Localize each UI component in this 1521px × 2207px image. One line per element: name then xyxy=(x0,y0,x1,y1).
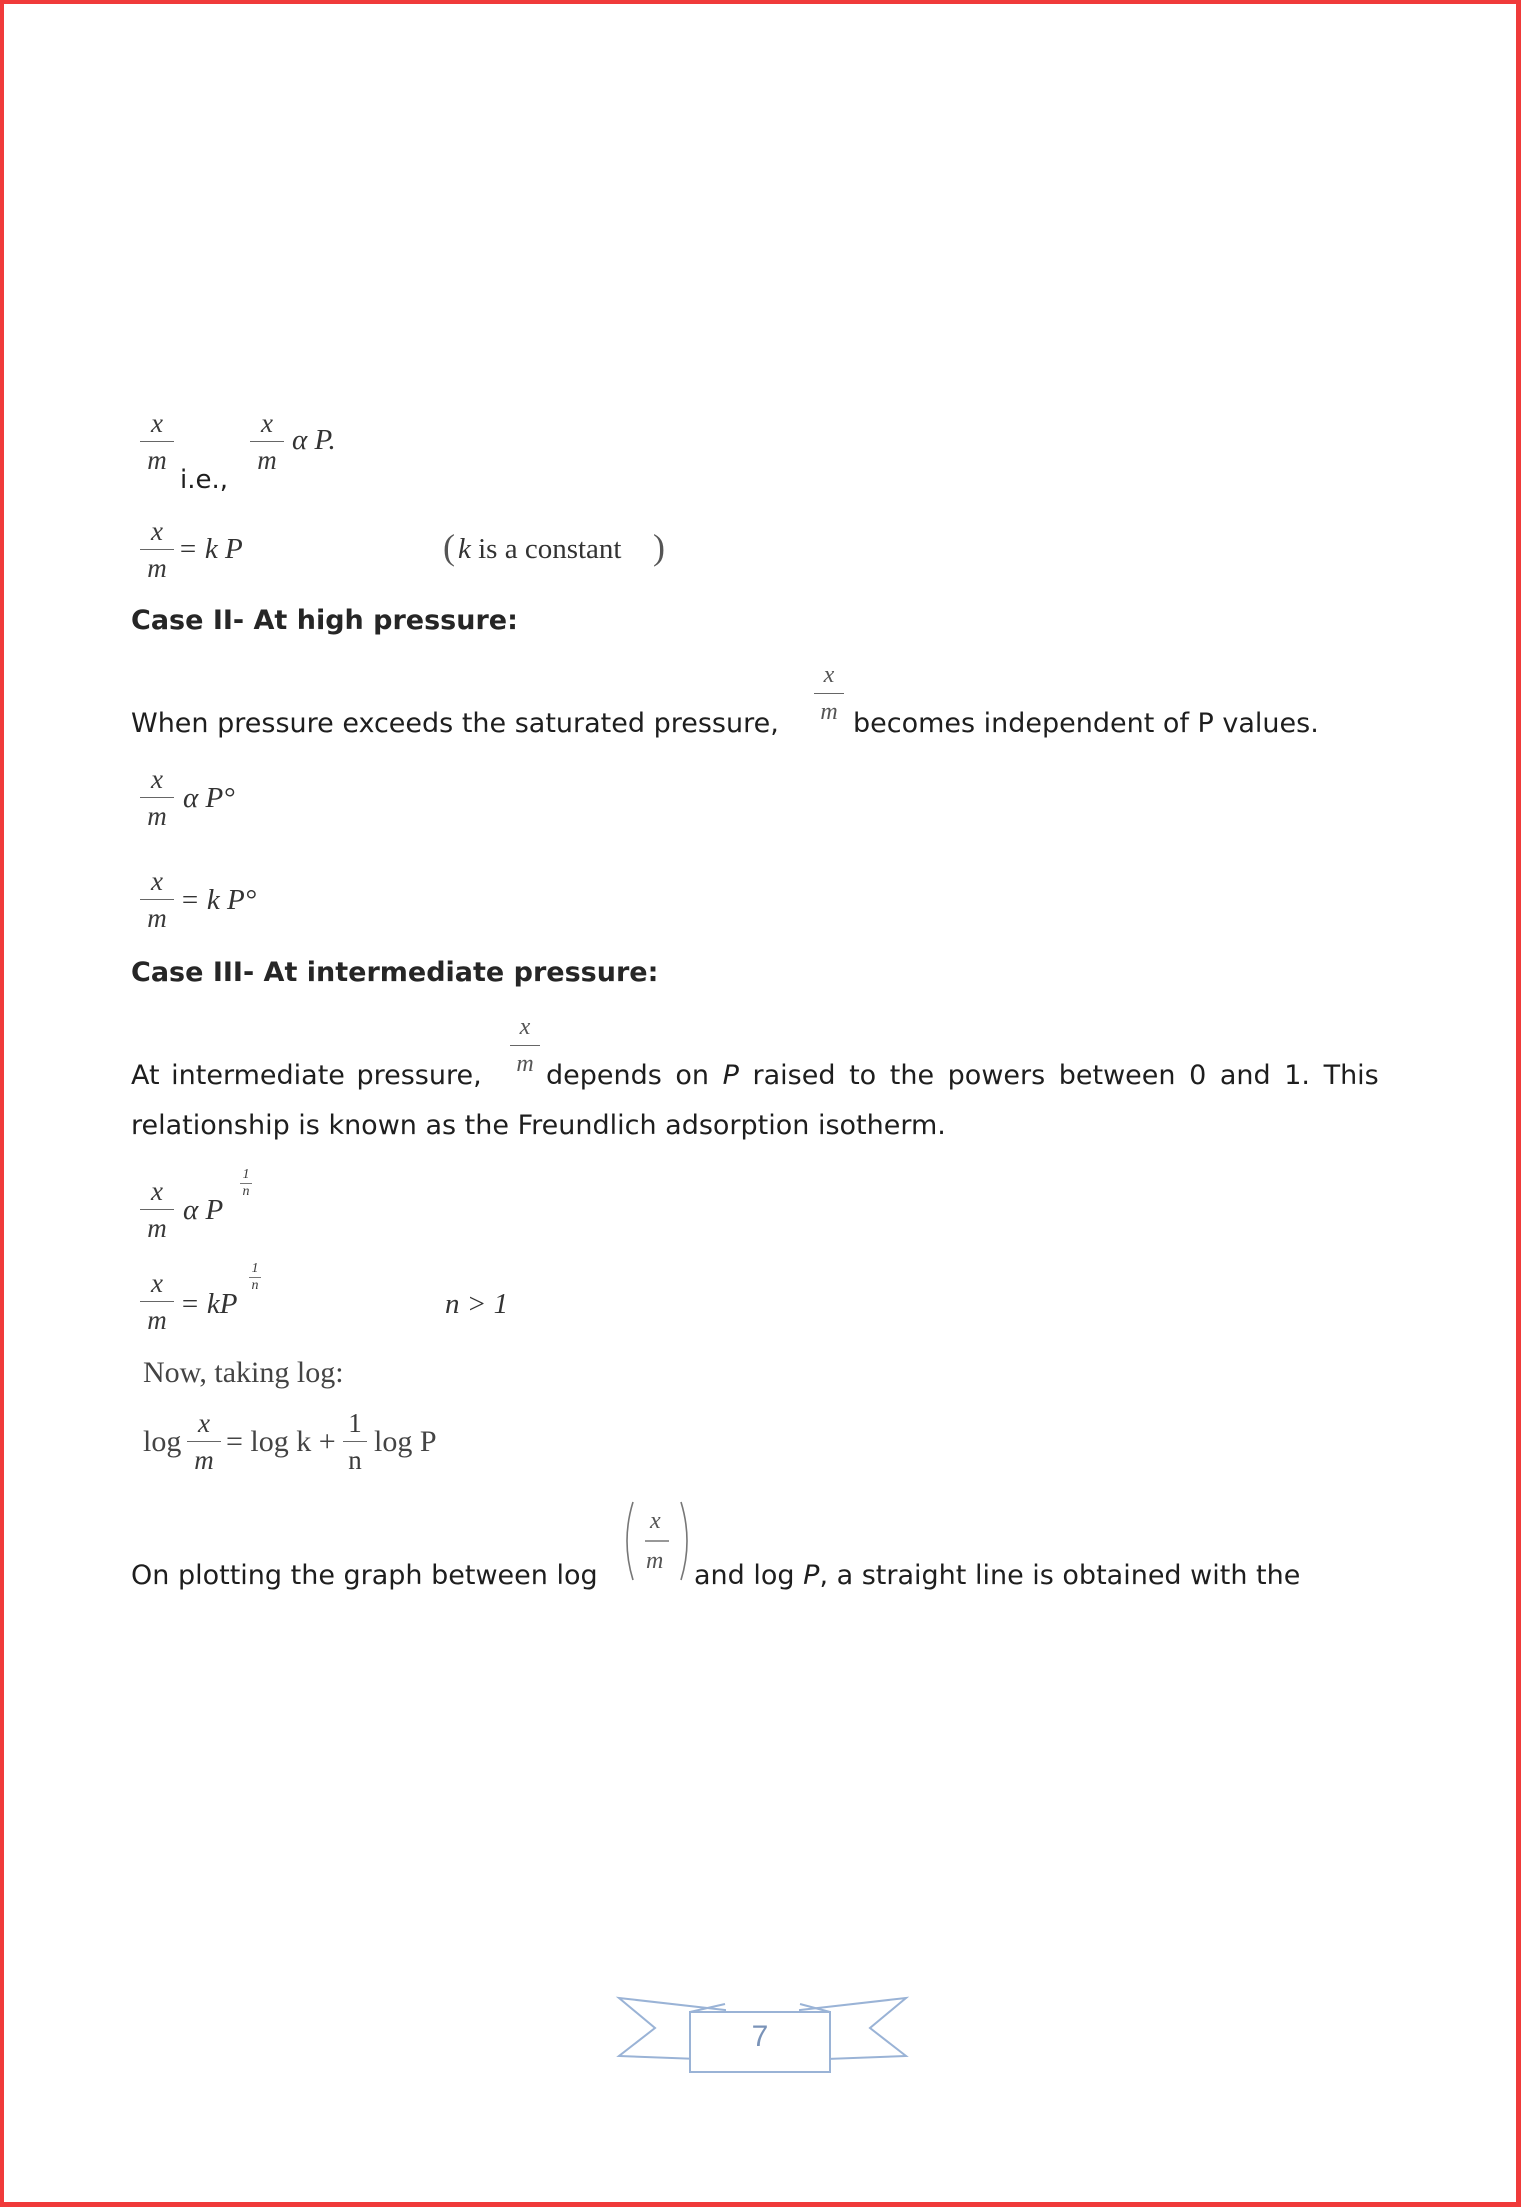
fraction-bar xyxy=(140,797,174,798)
fraction-bar xyxy=(250,441,284,442)
exponent-one-over-n xyxy=(249,1262,261,1293)
denominator: n xyxy=(348,1445,362,1475)
proportional-to-p-zero: α P° xyxy=(183,782,235,814)
page-number: 7 xyxy=(751,2020,769,2053)
denominator: m xyxy=(147,903,167,933)
fraction-bar xyxy=(814,693,844,694)
paren-open: ( xyxy=(443,527,455,567)
denominator: m xyxy=(147,445,167,475)
denominator: m xyxy=(147,1213,167,1243)
k-variable: k xyxy=(458,533,471,565)
equals-kp: = k P xyxy=(178,533,243,565)
proportional-to-p: α P. xyxy=(292,424,336,456)
log-label: log xyxy=(143,1425,182,1458)
fraction-bar xyxy=(140,1301,174,1302)
case-3-paragraph-before: At intermediate pressure, xyxy=(131,1060,482,1091)
numerator: x xyxy=(151,866,163,896)
proportional-to-p: α P xyxy=(183,1194,224,1226)
numerator: x xyxy=(823,662,835,688)
text: and log xyxy=(694,1560,795,1591)
exponent-denominator: n xyxy=(242,1184,250,1199)
text: depends on xyxy=(546,1060,710,1091)
exponent-denominator: n xyxy=(251,1278,259,1293)
case-2-paragraph-after: becomes independent of P values. xyxy=(853,708,1319,739)
numerator: 1 xyxy=(348,1408,362,1438)
case-3-heading: Case III- At intermediate pressure: xyxy=(131,957,659,988)
text: , a straight line is obtained with the xyxy=(819,1560,1301,1591)
case-3-paragraph-line2: relationship is known as the Freundlich adsorption isotherm. xyxy=(131,1110,946,1141)
denominator: m xyxy=(257,445,277,475)
numerator: x xyxy=(519,1014,531,1040)
fraction-bar xyxy=(140,441,174,442)
numerator: x xyxy=(151,1176,163,1206)
paren-close: ) xyxy=(653,527,665,567)
inline-fraction-x-over-m xyxy=(510,1012,540,1079)
ie-label: i.e., xyxy=(180,465,229,495)
exponent-numerator: 1 xyxy=(251,1261,259,1276)
equals-log-k-plus: = log k + xyxy=(226,1425,336,1458)
fraction-x-over-m xyxy=(140,1268,174,1335)
denominator: m xyxy=(147,801,167,831)
denominator: m xyxy=(147,1305,167,1335)
fraction-bar xyxy=(510,1045,540,1046)
numerator: x xyxy=(198,1408,210,1438)
numerator: x xyxy=(261,408,273,438)
log-p: log P xyxy=(374,1425,437,1458)
denominator: m xyxy=(820,699,838,725)
fraction-x-over-m xyxy=(140,764,174,831)
plot-line-before: On plotting the graph between log xyxy=(131,1560,598,1591)
fraction-bar xyxy=(187,1441,221,1442)
fraction-x-over-m xyxy=(140,866,174,933)
denominator: m xyxy=(147,553,167,583)
fraction-bar xyxy=(140,1209,174,1210)
fraction-bar xyxy=(140,899,174,900)
case-2-paragraph-before: When pressure exceeds the saturated pressure, xyxy=(131,708,779,739)
case-3-paragraph-line1 xyxy=(546,1060,1379,1091)
case-2-heading: Case II- At high pressure: xyxy=(131,605,518,636)
plot-line-after xyxy=(694,1560,1300,1591)
numerator: x xyxy=(151,516,163,546)
text: raised to the powers between 0 and 1. This xyxy=(752,1060,1379,1091)
fraction-x-over-m xyxy=(140,1176,174,1243)
denominator: m xyxy=(194,1445,214,1475)
denominator: m xyxy=(646,1548,664,1574)
fraction-one-over-n xyxy=(343,1408,367,1475)
fraction-bar xyxy=(343,1441,367,1442)
fraction-x-over-m xyxy=(250,408,284,475)
taking-log-text: Now, taking log: xyxy=(143,1356,344,1389)
inline-fraction-x-over-m xyxy=(814,660,844,727)
p-variable: P xyxy=(722,1060,739,1091)
exponent-numerator: 1 xyxy=(242,1167,250,1182)
exponent-one-over-n xyxy=(240,1168,252,1199)
p-variable: P xyxy=(803,1560,820,1591)
fraction-x-over-m xyxy=(140,516,174,583)
fraction-x-over-m xyxy=(187,1408,221,1475)
constant-note-text: is a constant xyxy=(470,533,622,565)
paren-fraction-x-over-m xyxy=(623,1498,691,1584)
numerator: x xyxy=(151,1268,163,1298)
numerator: x xyxy=(151,408,163,438)
fraction-x-over-m xyxy=(140,408,174,475)
equals-k-p-zero: = k P° xyxy=(180,884,257,916)
condition-n-greater-than-1: n > 1 xyxy=(445,1288,509,1320)
numerator: x xyxy=(151,764,163,794)
denominator: m xyxy=(516,1051,534,1077)
equals-kp: = kP xyxy=(180,1288,238,1320)
numerator: x xyxy=(650,1508,661,1534)
constant-note xyxy=(458,533,621,566)
fraction-bar xyxy=(140,549,174,550)
